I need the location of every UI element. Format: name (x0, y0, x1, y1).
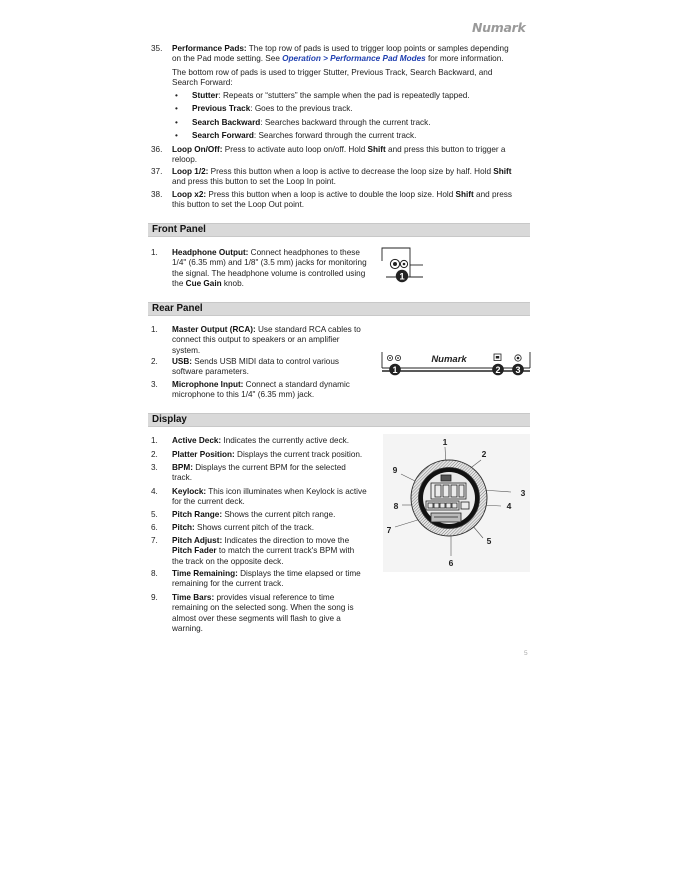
bullet-item (192, 104, 353, 114)
text: on the Pad mode setting. See (172, 54, 283, 64)
display-item-description (172, 487, 373, 508)
item-title: Microphone Input: (172, 380, 244, 389)
item-number: 5. (151, 510, 158, 519)
text: Sends USB MIDI data to control various (192, 357, 340, 366)
shift-label: Shift (493, 167, 512, 176)
text: the signal. The headphone volume is controlled using (172, 268, 366, 278)
item-title: Loop x2: (172, 190, 207, 199)
display-diagram (383, 434, 530, 572)
callout-7: 7 (386, 525, 392, 535)
item-title: Loop 1/2: (172, 167, 209, 176)
callout-5: 5 (486, 536, 492, 546)
text: for more information. (425, 54, 504, 64)
bullet-dot: • (175, 131, 178, 140)
rear-panel-diagram (381, 350, 531, 376)
perf-pads-bottom-row (172, 68, 529, 89)
item-title: USB: (172, 357, 193, 366)
item-number: 1. (151, 436, 158, 445)
bullet-item (192, 118, 430, 128)
section-title: Rear Panel (152, 303, 203, 314)
text: knob. (221, 279, 244, 289)
text: connect this output to speakers or an amplifier (172, 335, 340, 345)
item-title: BPM: (172, 463, 193, 472)
display-item-description (172, 436, 373, 446)
callout-8: 8 (393, 501, 399, 511)
text: The top row of pads is used to trigger loop points or samples depending (246, 44, 509, 53)
pitch-fader-label: Pitch Fader (172, 546, 217, 556)
display-item-description (172, 536, 373, 567)
display-item-description (172, 593, 373, 635)
text: almost over these segments will flash to give a (172, 613, 341, 623)
text: to match the current track's BPM with (216, 546, 355, 556)
text: microphone to this 1/4" (6.35 mm) jack. (172, 390, 315, 400)
cue-gain-label: Cue Gain (185, 279, 222, 289)
text: Displays the current track position. (234, 450, 363, 459)
item-title: Platter Position: (172, 450, 235, 459)
item-title: Time Bars: (172, 593, 215, 602)
item-number: 35. (151, 44, 163, 53)
bullet-text: : Searches backward through the current track. (260, 118, 431, 127)
display-item-description (172, 450, 373, 460)
loop-item-description (172, 167, 529, 188)
loop-item-description (172, 145, 529, 166)
text: and press (473, 190, 512, 199)
bullet-text: : Searches forward through the current track. (253, 131, 417, 140)
display-item-description (172, 523, 373, 533)
text: The bottom row of pads is used to trigger Stutter, Previous Track, Search Backward, and (172, 68, 493, 77)
text: This icon illuminates when Keylock is active (206, 487, 367, 496)
text: Press to activate auto loop on/off. Hold (222, 145, 368, 154)
text: Indicates the currently active deck. (221, 436, 350, 445)
text: system. (172, 345, 201, 355)
item-number: 4. (151, 487, 158, 496)
text: Search Forward: (172, 78, 233, 88)
text: Shows current pitch of the track. (194, 523, 314, 532)
callout-number: 2 (495, 365, 501, 375)
item-number: 3. (151, 463, 158, 472)
text: this button to set the Loop Out point. (172, 200, 304, 210)
headphone-output-description (172, 248, 373, 290)
brand-logo: Numark (472, 20, 526, 35)
shift-label: Shift (455, 190, 474, 199)
text: Indicates the direction to move the (222, 536, 350, 545)
text: reloop. (172, 155, 198, 165)
item-number: 38. (151, 190, 163, 199)
item-number: 37. (151, 167, 163, 176)
text: the track on the opposite deck. (172, 556, 284, 566)
rear-item-description (172, 325, 373, 356)
section-header-rear-panel (148, 302, 530, 316)
text: software parameters. (172, 367, 249, 377)
item-title: Keylock: (172, 487, 207, 496)
bullet-dot: • (175, 104, 178, 113)
display-item-description (172, 463, 373, 484)
bullet-title: Previous Track (192, 104, 251, 113)
item-number: 3. (151, 380, 158, 389)
text: remaining on the selected song. When the song is (172, 603, 354, 613)
item-number: 36. (151, 145, 163, 154)
item-number: 2. (151, 357, 158, 366)
text: track. (172, 473, 193, 483)
section-title: Front Panel (152, 224, 206, 235)
display-item-description (172, 569, 373, 590)
item-title: Master Output (RCA): (172, 325, 256, 334)
text: the (172, 279, 186, 289)
text: remaining for the current track. (172, 579, 284, 589)
callout-number: 1 (392, 365, 398, 375)
callout-1: 1 (442, 437, 448, 447)
rear-item-description (172, 380, 373, 401)
bullet-title: Stutter (192, 91, 219, 100)
item-number: 1. (151, 325, 158, 334)
callout-3: 3 (520, 488, 526, 498)
item-title: Headphone Output: (172, 248, 249, 257)
text: Displays the time elapsed or time (237, 569, 361, 578)
item-title: Performance Pads: (172, 44, 247, 53)
bullet-dot: • (175, 91, 178, 100)
callout-number: 3 (515, 365, 521, 375)
text: Displays the current BPM for the selected (192, 463, 346, 472)
bullet-dot: • (175, 118, 178, 127)
item-title: Loop On/Off: (172, 145, 223, 154)
bullet-text: : Repeats or “stutters” the sample when the pad is repeatedly tapped. (218, 91, 470, 100)
item-number: 2. (151, 450, 158, 459)
text: Press this button when a loop is active to double the loop size. Hold (206, 190, 456, 199)
item-number: 7. (151, 536, 158, 545)
loop-item-description (172, 190, 529, 211)
item-number: 8. (151, 569, 158, 578)
panel-logo: Numark (431, 354, 467, 365)
text: Connect a standard dynamic (243, 380, 350, 389)
display-item-description (172, 510, 373, 520)
text: 1/4" (6.35 mm) and 1/8" (3.5 mm) jacks for monitoring (172, 258, 367, 268)
text: Press this button when a loop is active to decrease the loop size by half. Hold (208, 167, 494, 176)
callout-6: 6 (448, 558, 454, 568)
item-title: Active Deck: (172, 436, 222, 445)
callout-2: 2 (481, 449, 487, 459)
text: for the current deck. (172, 497, 245, 507)
item-number: 6. (151, 523, 158, 532)
section-header-display (148, 413, 530, 427)
callout-4: 4 (506, 501, 512, 511)
bullet-item (192, 91, 470, 101)
text: Shows the current pitch range. (222, 510, 336, 519)
item-title: Pitch: (172, 523, 195, 532)
text: provides visual reference to time (214, 593, 335, 602)
rear-item-description (172, 357, 373, 378)
bullet-text: : Goes to the previous track. (250, 104, 353, 113)
bullet-title: Search Forward (192, 131, 254, 140)
bullet-item (192, 131, 416, 141)
callout-9: 9 (392, 465, 398, 475)
perf-pads-description (172, 44, 529, 65)
item-title: Pitch Range: (172, 510, 223, 519)
item-title: Pitch Adjust: (172, 536, 223, 545)
front-panel-diagram (380, 243, 425, 285)
section-title: Display (152, 414, 187, 425)
bullet-title: Search Backward (192, 118, 261, 127)
item-number: 9. (151, 593, 158, 602)
text: warning. (172, 624, 203, 634)
page-number: 5 (524, 650, 528, 657)
item-number: 1. (151, 248, 158, 257)
text: and press this button to set the Loop In point. (172, 177, 336, 187)
text: Use standard RCA cables to (255, 325, 361, 334)
operation-link[interactable]: Operation > Performance Pad Modes (282, 54, 426, 64)
text: Connect headphones to these (248, 248, 360, 257)
shift-label: Shift (367, 145, 386, 154)
section-header-front-panel (148, 223, 530, 237)
text: and press this button to trigger a (385, 145, 506, 154)
callout-number: 1 (399, 271, 405, 283)
item-title: Time Remaining: (172, 569, 238, 578)
